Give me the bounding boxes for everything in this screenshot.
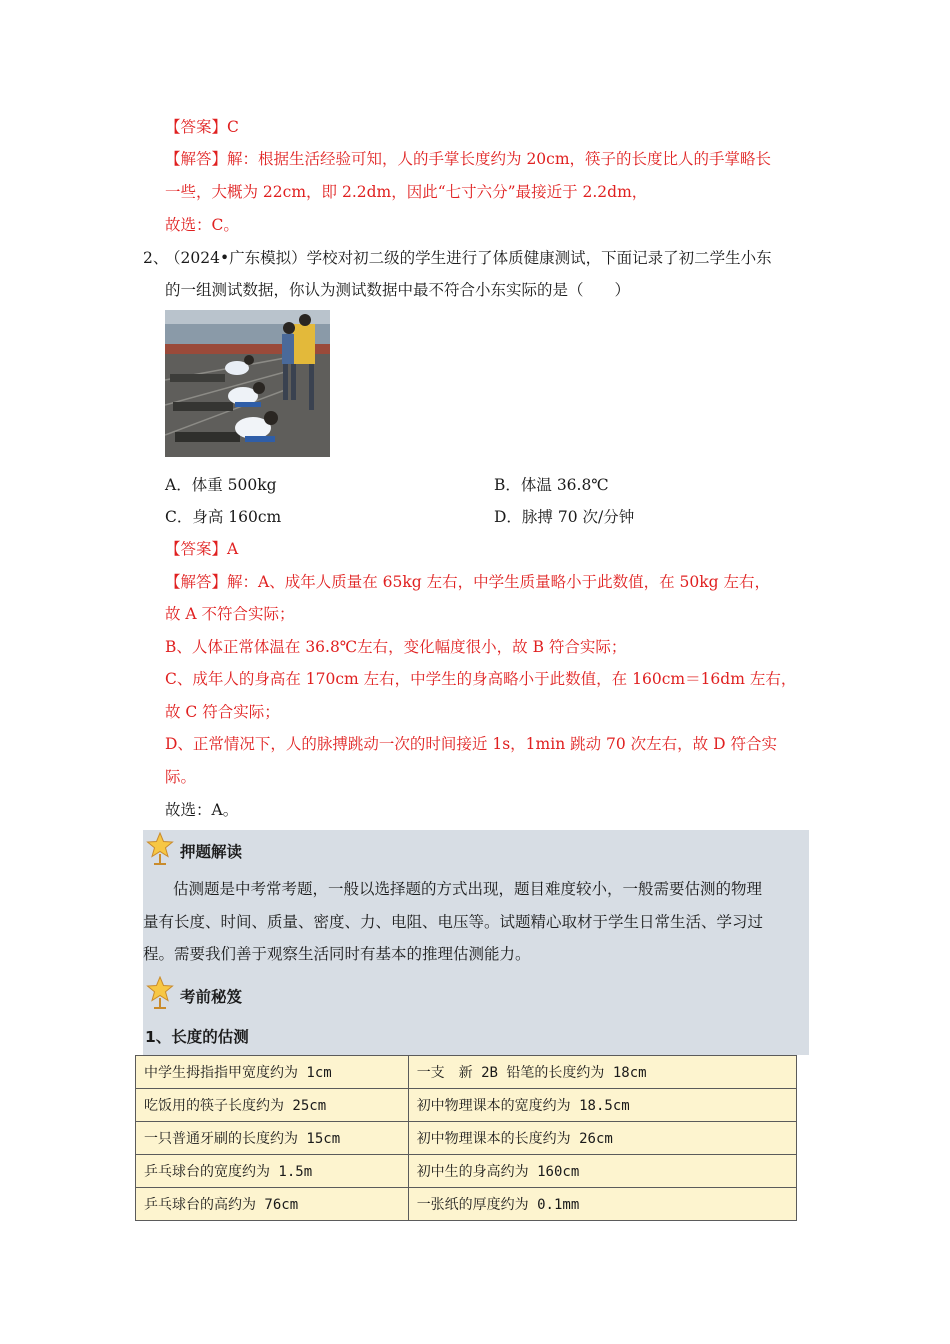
table-row <box>136 1089 797 1122</box>
fitness-test-photo <box>165 310 330 457</box>
q2-stem-line-1: （2024•广东模拟）学校对初二级的学生进行了体质健康测试，下面记录了初二学生小东 <box>165 249 772 267</box>
q2-analysis-line-5: 故 C 符合实际； <box>165 703 280 721</box>
table-cell: 初中物理课本的宽度约为 18.5cm <box>408 1089 796 1122</box>
q2-analysis-line-8: 故选：A。 <box>165 801 239 819</box>
q1-analysis-line-2: 一些，大概为 22cm，即 2.2dm，因此“七寸六分”最接近于 2.2dm， <box>165 183 648 201</box>
panel-para-line-3: 程。需要我们善于观察生活同时有基本的推理估测能力。 <box>143 945 531 963</box>
q2-answer <box>165 539 238 559</box>
panel-sub-heading: 1、长度的估测 <box>145 1028 249 1046</box>
q2-analysis-line-2: 故 A 不符合实际； <box>165 605 295 623</box>
q2-number: 2、 <box>143 249 169 267</box>
q1-answer-value: C <box>227 118 239 136</box>
option-c: C．身高 160cm <box>165 508 282 526</box>
panel-heading-1: 押题解读 <box>180 843 243 861</box>
table-row <box>136 1122 797 1155</box>
table-cell: 初中生的身高约为 160cm <box>408 1155 796 1188</box>
tips-panel <box>143 830 809 1055</box>
q2-answer-label: 【答案】 <box>165 540 228 558</box>
table-cell: 中学生拇指指甲宽度约为 1cm <box>136 1056 409 1089</box>
fitness-test-photo-drawing <box>165 310 330 457</box>
table-row <box>136 1155 797 1188</box>
table-row <box>136 1188 797 1221</box>
option-a: A．体重 500kg <box>165 476 277 494</box>
length-estimation-table <box>135 1055 797 1221</box>
table-cell: 乒乓球台的高约为 76cm <box>136 1188 409 1221</box>
table-cell: 初中物理课本的长度约为 26cm <box>408 1122 796 1155</box>
table-cell: 一只普通牙刷的长度约为 15cm <box>136 1122 409 1155</box>
q1-answer-label: 【答案】 <box>165 118 228 136</box>
q2-stem-line-2: 的一组测试数据，你认为测试数据中最不符合小东实际的是（ ） <box>165 281 631 299</box>
table-cell: 一张纸的厚度约为 0.1mm <box>408 1188 796 1221</box>
q1-analysis-line-3: 故选：C。 <box>165 216 239 234</box>
option-d: D．脉搏 70 次/分钟 <box>494 508 635 526</box>
panel-para-line-2: 量有长度、时间、质量、密度、力、电阻、电压等。试题精心取材于学生日常生活、学习过 <box>143 913 764 931</box>
table-row <box>136 1056 797 1089</box>
table-cell: 一支 新 2B 铅笔的长度约为 18cm <box>408 1056 796 1089</box>
star-icon <box>145 976 175 1010</box>
option-b: B．体温 36.8℃ <box>494 476 609 494</box>
panel-para-line-1: 估测题是中考常考题，一般以选择题的方式出现，题目难度较小，一般需要估测的物理 <box>173 880 763 898</box>
q2-analysis-line-1 <box>165 572 770 592</box>
panel-heading-2: 考前秘笈 <box>180 988 243 1006</box>
q2-analysis-text: 解：A、成年人质量在 65kg 左右，中学生质量略小于此数值，在 50kg 左右， <box>227 573 770 591</box>
q2-analysis-label: 【解答】 <box>165 573 228 591</box>
q2-analysis-line-6: D、正常情况下，人的脉搏跳动一次的时间接近 1s，1min 跳动 70 次左右，故 D 符合实 <box>165 735 777 753</box>
table-cell: 吃饭用的筷子长度约为 25cm <box>136 1089 409 1122</box>
table-cell: 乒乓球台的宽度约为 1.5m <box>136 1155 409 1188</box>
q2-analysis-line-7: 际。 <box>165 768 197 786</box>
q1-analysis-label: 【解答】 <box>165 150 228 168</box>
q1-analysis-text: 解：根据生活经验可知，人的手掌长度约为 20cm，筷子的长度比人的手掌略长 <box>227 150 772 168</box>
q2-answer-value: A <box>227 540 239 558</box>
star-icon <box>145 832 175 866</box>
q1-answer <box>165 117 239 137</box>
q2-analysis-line-4: C、成年人的身高在 170cm 左右，中学生的身高略小于此数值，在 160cm＝16dm 左右， <box>165 670 797 688</box>
q1-analysis-line-1 <box>165 149 771 169</box>
q2-analysis-line-3: B、人体正常体温在 36.8℃左右，变化幅度很小，故 B 符合实际； <box>165 638 627 656</box>
